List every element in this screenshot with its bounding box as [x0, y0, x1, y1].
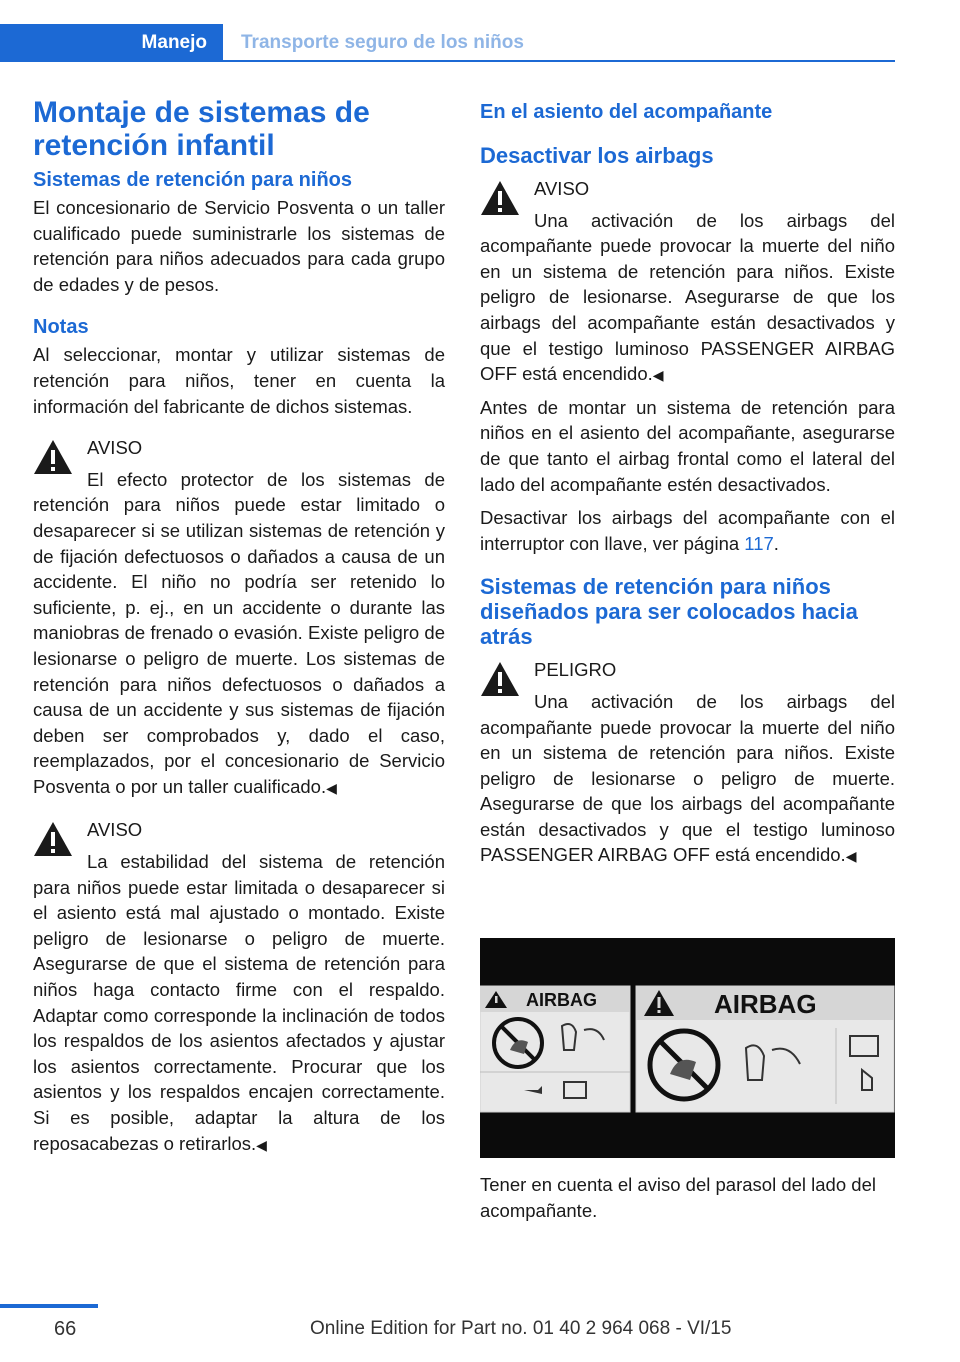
left-column — [33, 96, 445, 1164]
paragraph — [480, 505, 895, 556]
end-mark: ◀ — [256, 1136, 267, 1153]
warning-label: PELIGRO — [534, 659, 617, 681]
warning-block — [480, 174, 895, 389]
warning-label: AVISO — [87, 437, 143, 459]
right-column — [480, 100, 895, 876]
warning-block — [33, 433, 445, 801]
paragraph: Al seleccionar, montar y utilizar sistemas de retención para niños, tener en cuenta la información del fabricante de dichos sistemas. — [33, 344, 445, 417]
page-number: 66 — [54, 1318, 77, 1340]
page-link[interactable]: 117 — [744, 532, 774, 554]
warning-label: AVISO — [87, 819, 143, 841]
warning-triangle-icon — [480, 180, 520, 216]
paragraph-text: Desactivar los airbags del acompañante con el interruptor con llave, ver página — [480, 507, 895, 554]
image-caption: Tener en cuenta el aviso del parasol del lado del acompañante. — [480, 1174, 876, 1221]
airbag-label-image — [480, 938, 895, 1158]
danger-triangle-icon — [480, 661, 520, 697]
chapter-tab[interactable]: Manejo — [0, 24, 223, 62]
warning-label: AVISO — [534, 178, 590, 199]
paragraph: Antes de montar un sistema de retención para niños en el asiento del acompañante, asegurarse de que tanto el airbag frontal como el lateral del lado del acompañante estén desactivados. — [480, 396, 895, 495]
footer-rule — [0, 1304, 98, 1308]
warning-text: Una activación de los airbags del acompañante puede provocar la muerte del niño en un sistema de retención para niños. Existe peligro de lesionarse o peligro de muerte. Asegurarse de que los airbags del acompañante están desactivados y que el testigo luminoso PASSENGER AIRBAG OFF está encendido. — [480, 690, 895, 866]
airbag-label-illustration — [480, 938, 895, 1158]
paragraph: El concesionario de Servicio Posventa o un taller cualificado puede suministrarle los sistemas de retención para niños adecuados para cada grupo de edades y de pesos. — [33, 197, 445, 295]
end-mark: ◀ — [845, 848, 857, 865]
end-mark: ◀ — [326, 779, 337, 796]
warning-block — [33, 815, 445, 1158]
end-mark: ◀ — [652, 367, 664, 384]
edition-note: Online Edition for Part no. 01 40 2 964 068 - VI/15 — [310, 1318, 732, 1339]
small-airbag-text: AIRBAG — [526, 990, 597, 1010]
warning-triangle-icon — [33, 821, 73, 857]
section-heading-restraint-systems: Sistemas de retención para niños — [33, 169, 352, 191]
header-rule — [0, 60, 895, 62]
warning-text: Una activación de los airbags del acompañante puede provocar la muerte del niño en un sistema de retención para niños. Existe peligro de lesionarse. Asegurarse de que los airbags del acompañante están desactivados y que el testigo luminoso PASSENGER AIRBAG OFF está encendido. — [480, 209, 895, 385]
warning-block — [480, 655, 895, 870]
subheading-deactivate-airbags: Desactivar los airbags — [480, 143, 714, 168]
section-heading-passenger-seat: En el asiento del acompañante — [480, 101, 773, 123]
large-airbag-text: AIRBAG — [714, 989, 817, 1019]
subheading-rear-facing: Sistemas de retención para niños diseñados para ser colocados hacia atrás — [480, 574, 858, 650]
section-tab[interactable]: Transporte seguro de los niños — [241, 32, 524, 53]
page-title: Montaje de sistemas de retención infantil — [33, 96, 370, 162]
warning-triangle-icon — [33, 439, 73, 475]
warning-text: La estabilidad del sistema de retención para niños puede estar limitada o desaparecer si el asiento está mal ajustado o montado. Existe peligro de lesionarse o peligro de muerte. Asegurarse de que el sistema de retención para niños haga contacto firme con el respaldo. Adaptar como corresponde la inclinación de todos los respaldos de los asientos afectados y ajustar los asientos correctamente. Procurar que los asientos y los respaldos encajen correctamente. Si es posible, adaptar la altura de los reposacabezas o retirarlos. — [33, 851, 445, 1154]
section-heading-notes: Notas — [33, 316, 89, 339]
warning-text: El efecto protector de los sistemas de retención para niños puede estar limitado o desaparecer si se utilizan sistemas de retención y de fijación defectuosos o dañados a causa de un accidente. El niño no podría ser retenido lo suficiente, p. ej., en un accidente o durante las maniobras de frenado o evasión. Existe peligro de lesionarse o peligro de muerte. Los sistemas de retención para niños defectuosos o dañados a causa de un accidente y sus sistemas de fijación deben ser comprobados y, dado el caso, reemplazados, por el concesionario de Servicio Posventa o por un taller cualificado. — [33, 468, 445, 797]
running-header — [0, 24, 895, 62]
punctuation: . — [773, 532, 779, 554]
